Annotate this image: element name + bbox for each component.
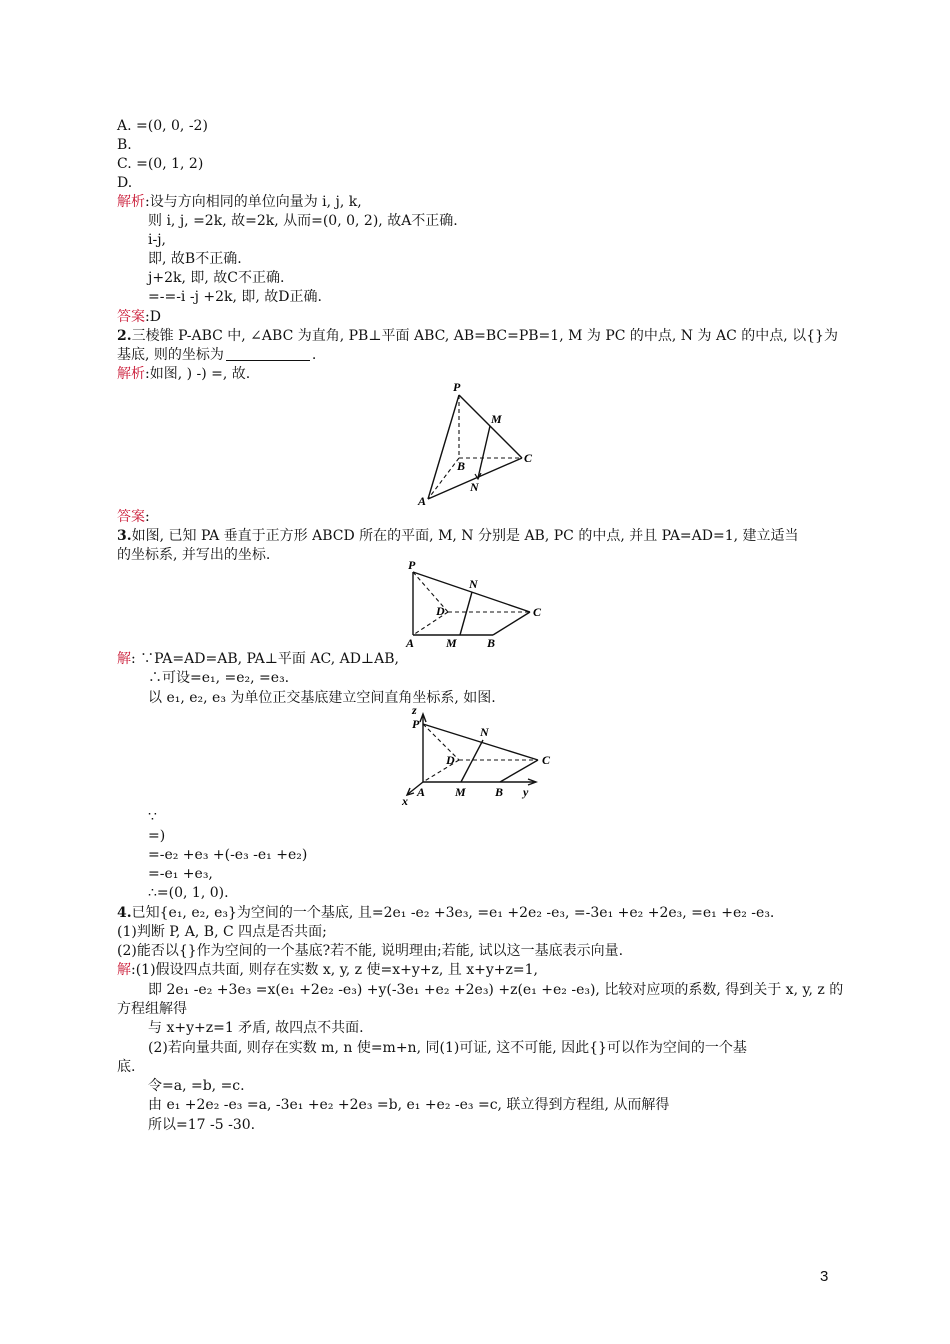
q1-analysis-l6: =-=-i -j +2k, 即, 故D正确. [148,289,322,305]
q4-sol-l3: 方程组解得 [117,1001,187,1017]
q1-option-c: C. =(0, 1, 2) [117,156,204,172]
fig-label-a: A [417,785,426,799]
q3-stem1: 如图, 已知 PA 垂直于正方形 ABCD 所在的平面, M, N 分别是 AB, PC 的中点, 并且 PA=AD=1, 建立适当 [131,528,799,544]
q4-sol-l4: 与 x+y+z=1 矛盾, 故四点不共面. [148,1020,364,1036]
q3-number: 3. [117,528,132,544]
q3-sol-l3: 以 e₁, e₂, e₃ 为单位正交基底建立空间直角坐标系, 如图. [148,690,496,706]
q2-stem2b: . [311,347,317,363]
fig-label-c: C [533,605,542,619]
q2-analysis-line [117,365,250,383]
q1-analysis-line [117,193,362,211]
q4-stem-line [117,904,774,922]
q4-sol-l7: 令=a, =b, =c. [148,1078,245,1094]
fig-label-z: z [412,703,417,717]
fig-label-b: B [457,459,466,473]
q1-analysis-l2: 则 i, j, =2k, 故=2k, 从而=(0, 0, 2), 故A不正确. [148,213,458,229]
q2-stem-line2 [117,346,316,364]
q1-analysis-text: :设与方向相同的单位向量为 i, j, k, [145,194,362,210]
q2-answer-label: 答案 [117,509,145,525]
fig-label-m: M [446,636,457,650]
fig-label-c: C [542,753,551,767]
q3-sol-l7: =-e₁ +e₃, [148,866,213,882]
q1-option-b: B. [117,137,132,153]
q3-sol-l6: =-e₂ +e₃ +(-e₃ -e₁ +e₂) [148,847,308,863]
fig-label-b: B [495,785,504,799]
fig-label-b: B [487,636,496,650]
fig-label-n: N [480,725,489,739]
q4-sol-l6: 底. [117,1059,136,1075]
fig-label-n: N [469,577,478,591]
page-number: 3 [820,1268,829,1285]
q3-sol-l4: ∵ [148,809,157,825]
q3-sol-l5: =) [148,828,166,844]
fig-label-m: M [455,785,466,799]
q3-sol-line1 [117,650,399,668]
q2-answer-text: : [145,509,150,525]
fig-label-p: P [453,380,461,394]
q1-answer-line [117,308,161,326]
q4-number: 4. [117,905,132,921]
q4-sol-label: 解 [117,962,131,978]
q3-coordinate-figure [396,702,558,808]
q4-part2: (2)能否以{}作为空间的一个基底?若不能, 说明理由;若能, 试以这一基底表示向量. [117,943,624,959]
q1-analysis-l4: 即, 故B不正确. [148,251,242,267]
q3-sol-label: 解 [117,651,131,667]
fig-label-p: P [412,717,420,731]
q1-option-d: D. [117,175,133,191]
q1-analysis-label: 解析 [117,194,145,210]
q4-sol-line1 [117,961,538,979]
fig-label-x: x [402,794,408,808]
q2-stem1: 三棱锥 P-ABC 中, ∠ABC 为直角, PB⊥平面 ABC, AB=BC=PB=1, M 为 PC 的中点, N 为 AC 的中点, 以{}为 [131,328,838,344]
q4-sol-l9: 所以=17 -5 -30. [148,1117,256,1133]
q1-option-a: A. =(0, 0, -2) [117,118,208,134]
q2-analysis-label: 解析 [117,366,145,382]
fig-label-p: P [408,558,416,572]
q4-sol-l8: 由 e₁ +2e₂ -e₃ =a, -3e₁ +e₂ +2e₃ =b, e₁ +e₂ -e₃ =c, 联立得到方程组, 从而解得 [148,1097,670,1113]
q3-sol-l8: ∴=(0, 1, 0). [148,885,229,901]
q3-stem2: 的坐标系, 并写出的坐标. [117,547,271,563]
q1-answer-label: 答案 [117,309,145,325]
q4-sol-l5: (2)若向量共面, 则存在实数 m, n 使=m+n, 同(1)可证, 这不可能, 因此{}可以作为空间的一个基 [148,1040,747,1056]
q2-number: 2. [117,328,132,344]
q2-stem-line1 [117,327,838,345]
q1-analysis-l3: i-j, [148,232,166,248]
q4-sol-l1: :(1)假设四点共面, 则存在实数 x, y, z 使=x+y+z, 且 x+y+z=1, [131,962,538,978]
fig-label-y: y [523,785,529,799]
q1-answer-text: :D [145,309,161,325]
answer-blank[interactable] [226,347,310,361]
q3-sol-l2: ∴可设=e₁, =e₂, =e₃. [148,670,290,686]
fig-label-c: C [524,451,533,465]
fig-label-d: D [436,604,445,618]
fig-label-n: N [470,480,479,494]
fig-label-a: A [406,636,415,650]
q4-stem: 已知{e₁, e₂, e₃}为空间的一个基底, 且=2e₁ -e₂ +3e₃, =e₁ +2e₂ -e₃, =-3e₁ +e₂ +2e₃, =e₁ +e₂ -e₃. [131,905,775,921]
fig-label-d: D [446,753,455,767]
q3-sol-l1: : ∵PA=AD=AB, PA⊥平面 AC, AD⊥AB, [131,651,399,667]
q4-sol-l2: 即 2e₁ -e₂ +3e₃ =x(e₁ +2e₂ -e₃) +y(-3e₁ +e₂ +2e₃) +z(e₁ +e₂ -e₃), 比较对应项的系数, 得到关于 x, y, z 的 [148,982,844,998]
fig-label-a: A [418,494,427,508]
q3-figure-1 [400,558,550,650]
q2-answer-line [117,508,150,526]
q3-stem-line1 [117,527,799,545]
q2-stem2a: 基底, 则的坐标为 [117,347,224,363]
q2-pyramid-figure [405,375,555,510]
q4-part1: (1)判断 P, A, B, C 四点是否共面; [117,924,327,940]
fig-label-m: M [491,412,502,426]
q2-analysis-text: :如图, ) -) =, 故. [145,366,251,382]
q1-analysis-l5: j+2k, 即, 故C不正确. [148,270,285,286]
